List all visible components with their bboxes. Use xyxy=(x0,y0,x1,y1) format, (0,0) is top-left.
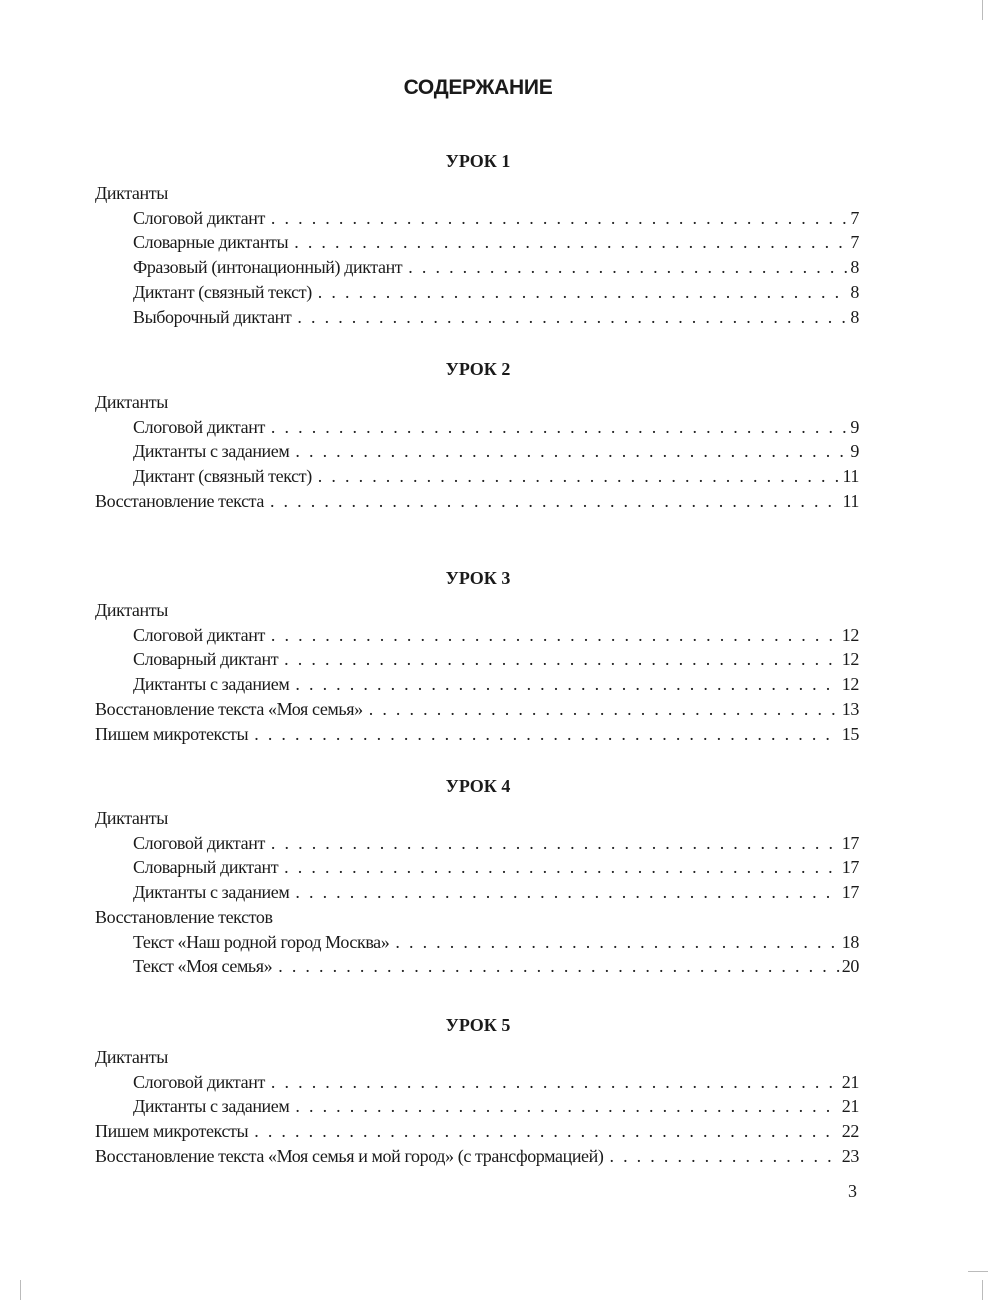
toc-entry-label: Диктанты xyxy=(95,808,168,828)
toc-entry-page: 22 xyxy=(841,1121,859,1142)
dot-leader xyxy=(265,623,840,647)
toc-entry-label: Выборочный диктант xyxy=(133,306,292,327)
toc-entry-page: 11 xyxy=(842,490,859,511)
toc-entry-page: 20 xyxy=(841,956,859,977)
toc-entry[interactable] xyxy=(95,697,859,721)
dot-leader xyxy=(265,1070,840,1094)
toc-entry[interactable] xyxy=(133,439,859,463)
lesson-heading: УРОК 2 xyxy=(445,359,511,379)
lesson-heading: УРОК 1 xyxy=(445,151,511,171)
crop-mark xyxy=(982,0,983,20)
toc-entry-page: 17 xyxy=(841,832,859,853)
toc-entry-label: Диктанты с заданием xyxy=(133,441,290,462)
toc-entry-label: Слоговой диктант xyxy=(133,624,265,645)
crop-mark xyxy=(982,1280,983,1300)
toc-entry-label: Фразовый (интонационный) диктант xyxy=(133,257,403,278)
toc-entry[interactable] xyxy=(95,806,859,830)
dot-leader xyxy=(288,230,848,254)
dot-leader xyxy=(312,464,841,488)
toc-entry-label: Текст «Моя семья» xyxy=(133,956,273,977)
toc-entry[interactable] xyxy=(95,181,859,205)
dot-leader xyxy=(291,305,848,329)
toc-entry-label: Слоговой диктант xyxy=(133,416,265,437)
toc-entry-page: 9 xyxy=(850,416,859,437)
dot-leader xyxy=(363,697,840,721)
toc-entry-label: Слоговой диктант xyxy=(133,832,265,853)
crop-mark xyxy=(20,1280,21,1300)
dot-leader xyxy=(603,1144,839,1168)
toc-entry-label: Словарные диктанты xyxy=(133,232,289,253)
toc-entry[interactable] xyxy=(95,1144,859,1168)
toc-entry-page: 7 xyxy=(850,232,859,253)
dot-leader xyxy=(265,415,848,439)
toc-entry-page: 17 xyxy=(841,857,859,878)
dot-leader xyxy=(265,831,840,855)
toc-entry[interactable] xyxy=(133,206,859,230)
dot-leader xyxy=(278,855,840,879)
toc-entry[interactable] xyxy=(133,831,859,855)
dot-leader xyxy=(389,930,839,954)
toc-entry-page: 15 xyxy=(841,723,859,744)
toc-entry-label: Диктанты xyxy=(95,600,168,620)
dot-leader xyxy=(248,722,840,746)
toc-entry-label: Восстановление текста «Моя семья и мой город» (с трансформацией) xyxy=(95,1145,604,1166)
toc-entry[interactable] xyxy=(95,390,859,414)
toc-entry-page: 12 xyxy=(841,624,859,645)
toc-entry-label: Словарный диктант xyxy=(133,649,279,670)
toc-entry-page: 18 xyxy=(841,931,859,952)
dot-leader xyxy=(264,489,841,513)
toc-entry[interactable] xyxy=(133,1070,859,1094)
toc-entry-page: 23 xyxy=(841,1145,859,1166)
toc-entry-page: 9 xyxy=(850,441,859,462)
dot-leader xyxy=(289,1094,839,1118)
dot-leader xyxy=(289,439,848,463)
toc-entry[interactable] xyxy=(133,280,859,304)
toc-entry[interactable] xyxy=(133,1094,859,1118)
dot-leader xyxy=(289,672,839,696)
dot-leader xyxy=(278,647,840,671)
toc-entry-label: Словарный диктант xyxy=(133,857,279,878)
toc-entry-page: 8 xyxy=(850,281,859,302)
toc-entry-label: Диктант (связный текст) xyxy=(133,466,312,487)
toc-entry-page: 17 xyxy=(841,882,859,903)
toc-entry-label: Диктанты с заданием xyxy=(133,1096,290,1117)
toc-entry[interactable] xyxy=(133,954,859,978)
toc-entry-label: Диктанты xyxy=(95,183,168,203)
toc-entry-page: 13 xyxy=(841,698,859,719)
toc-entry[interactable] xyxy=(95,905,859,929)
toc-entry[interactable] xyxy=(133,647,859,671)
toc-entry[interactable] xyxy=(133,930,859,954)
dot-leader xyxy=(402,255,848,279)
toc-entry[interactable] xyxy=(133,855,859,879)
toc-entry-label: Диктанты с заданием xyxy=(133,674,290,695)
toc-entry-page: 21 xyxy=(841,1096,859,1117)
page-number: 3 xyxy=(848,1181,857,1201)
toc-entry-label: Слоговой диктант xyxy=(133,207,265,228)
toc-entry-label: Диктанты xyxy=(95,392,168,412)
toc-entry[interactable] xyxy=(95,489,859,513)
toc-entry-label: Диктанты с заданием xyxy=(133,882,290,903)
toc-entry-label: Слоговой диктант xyxy=(133,1071,265,1092)
crop-mark xyxy=(968,1271,988,1272)
toc-entry-page: 21 xyxy=(841,1071,859,1092)
toc-entry-label: Диктант (связный текст) xyxy=(133,281,312,302)
toc-entry[interactable] xyxy=(133,464,859,488)
dot-leader xyxy=(265,206,848,230)
toc-entry[interactable] xyxy=(133,230,859,254)
toc-entry-page: 11 xyxy=(842,466,859,487)
dot-leader xyxy=(272,954,840,978)
toc-entry[interactable] xyxy=(133,880,859,904)
lesson-heading: УРОК 3 xyxy=(445,568,511,588)
toc-entry-label: Восстановление текста xyxy=(95,490,264,511)
toc-entry-label: Текст «Наш родной город Москва» xyxy=(133,931,390,952)
toc-entry-label: Пишем микротексты xyxy=(95,723,249,744)
toc-entry[interactable] xyxy=(133,305,859,329)
toc-entry[interactable] xyxy=(133,672,859,696)
toc-entry-label: Восстановление текста «Моя семья» xyxy=(95,698,363,719)
toc-entry-label: Восстановление текстов xyxy=(95,906,273,927)
lesson-heading: УРОК 5 xyxy=(445,1015,511,1035)
dot-leader xyxy=(312,280,849,304)
toc-entry-label: Диктанты xyxy=(95,1047,168,1067)
toc-entry-page: 8 xyxy=(850,257,859,278)
toc-entry[interactable] xyxy=(95,722,859,746)
lesson-heading: УРОК 4 xyxy=(445,776,511,796)
dot-leader xyxy=(248,1119,840,1143)
toc-entry[interactable] xyxy=(133,255,859,279)
page-title: СОДЕРЖАНИЕ xyxy=(403,76,553,99)
toc-entry[interactable] xyxy=(95,598,859,622)
toc-entry[interactable] xyxy=(133,623,859,647)
toc-entry-label: Пишем микротексты xyxy=(95,1121,249,1142)
toc-entry[interactable] xyxy=(133,415,859,439)
toc-entry-page: 7 xyxy=(850,207,859,228)
toc-entry-page: 8 xyxy=(850,306,859,327)
dot-leader xyxy=(289,880,839,904)
toc-entry[interactable] xyxy=(95,1119,859,1143)
toc-entry-page: 12 xyxy=(841,649,859,670)
toc-entry[interactable] xyxy=(95,1045,859,1069)
toc-entry-page: 12 xyxy=(841,674,859,695)
